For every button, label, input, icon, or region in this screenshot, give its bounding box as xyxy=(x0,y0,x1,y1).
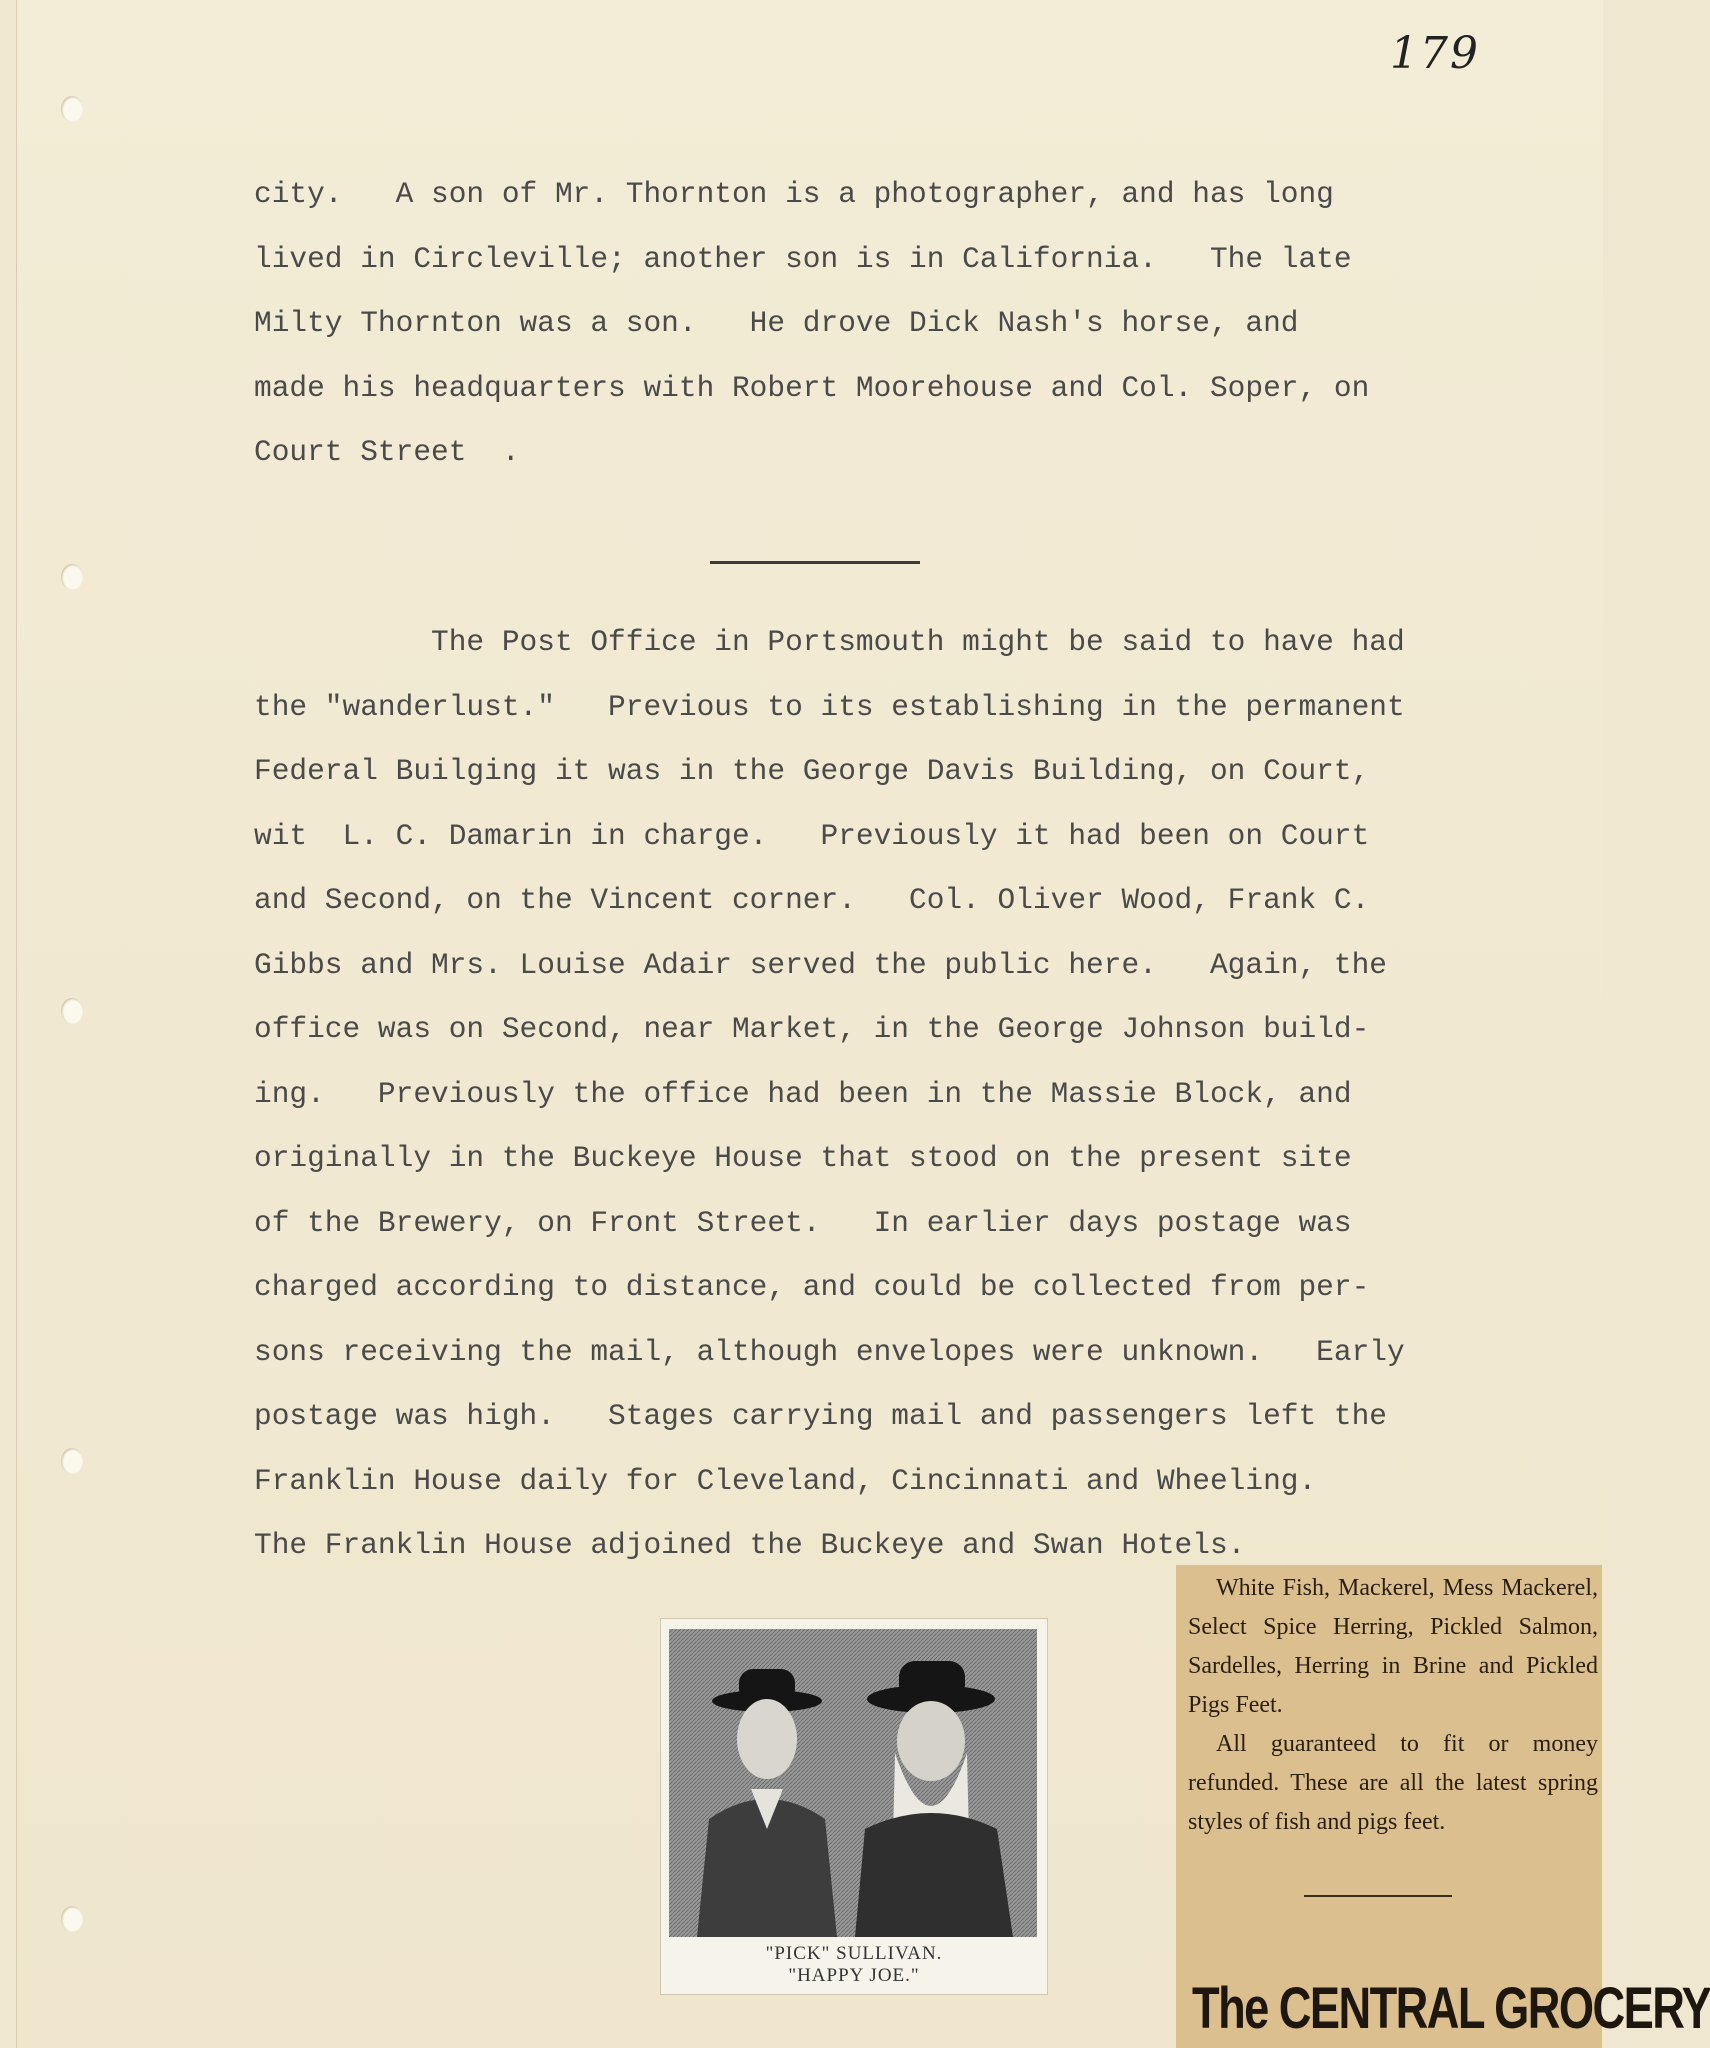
text-line: The Post Office in Portsmouth might be said to have had xyxy=(254,625,1405,659)
text-line: originally in the Buckeye House that stood on the present site xyxy=(254,1141,1352,1175)
portrait-photo xyxy=(669,1629,1037,1937)
text-line: ing. Previously the office had been in the Massie Block, and xyxy=(254,1076,1352,1111)
grocery-brand-heading: The CENTRAL GROCERY xyxy=(1192,1976,1710,2041)
text-line: Gibbs and Mrs. Louise Adair served the public here. Again, the xyxy=(254,947,1387,982)
punch-hole xyxy=(61,96,83,122)
text-line: Court Street . xyxy=(254,435,520,469)
typed-paragraph-1 xyxy=(254,162,1484,485)
text-line: wit L. C. Damarin in charge. Previously it had been on Court xyxy=(254,818,1370,853)
photo-caption-1: "PICK" SULLIVAN. xyxy=(765,1943,943,1964)
ad-paragraph-2: All guaranteed to fit or money refunded. These are all the latest spring styles of fish and pigs feet. xyxy=(1188,1731,1598,1835)
typed-paragraph-2 xyxy=(254,610,1484,1578)
text-line: made his headquarters with Robert Moorehouse and Col. Soper, on xyxy=(254,370,1370,405)
text-line: charged according to distance, and could be collected from per- xyxy=(254,1270,1370,1304)
text-line: postage was high. Stages carrying mail and passengers left the xyxy=(254,1399,1387,1433)
text-line: sons receiving the mail, although envelopes were unknown. Early xyxy=(254,1334,1405,1369)
punch-hole xyxy=(61,564,83,590)
ad-divider xyxy=(1304,1895,1452,1897)
text-line: Franklin House daily for Cleveland, Cincinnati and Wheeling. xyxy=(254,1463,1317,1498)
newspaper-photo-clipping xyxy=(660,1618,1048,1995)
text-line: lived in Circleville; another son is in California. The late xyxy=(254,241,1352,276)
text-line: the "wanderlust." Previous to its establishing in the permanent xyxy=(254,689,1405,724)
text-line: The Franklin House adjoined the Buckeye and Swan Hotels. xyxy=(254,1528,1246,1562)
text-line: and Second, on the Vincent corner. Col. Oliver Wood, Frank C. xyxy=(254,883,1370,917)
photo-caption-2: "HAPPY JOE." xyxy=(788,1965,920,1986)
text-line: Federal Builging it was in the George Davis Building, on Court, xyxy=(254,754,1370,788)
text-line: office was on Second, near Market, in the George Johnson build- xyxy=(254,1012,1370,1046)
text-line: Milty Thornton was a son. He drove Dick Nash's horse, and xyxy=(254,306,1299,340)
section-divider xyxy=(710,561,920,564)
grocery-ad-clipping xyxy=(1176,1565,1710,2048)
punch-hole xyxy=(61,998,83,1024)
ad-paragraph-1: White Fish, Mackerel, Mess Mackerel, Select Spice Herring, Pickled Salmon, Sardelles, Herring in Brine and Pickled Pigs Feet. xyxy=(1188,1575,1598,1718)
punch-hole xyxy=(61,1906,83,1932)
text-line: of the Brewery, on Front Street. In earlier days postage was xyxy=(254,1205,1352,1240)
punch-hole xyxy=(61,1448,83,1474)
text-line: city. A son of Mr. Thornton is a photographer, and has long xyxy=(254,177,1334,211)
page-number: 179 xyxy=(1390,28,1480,79)
